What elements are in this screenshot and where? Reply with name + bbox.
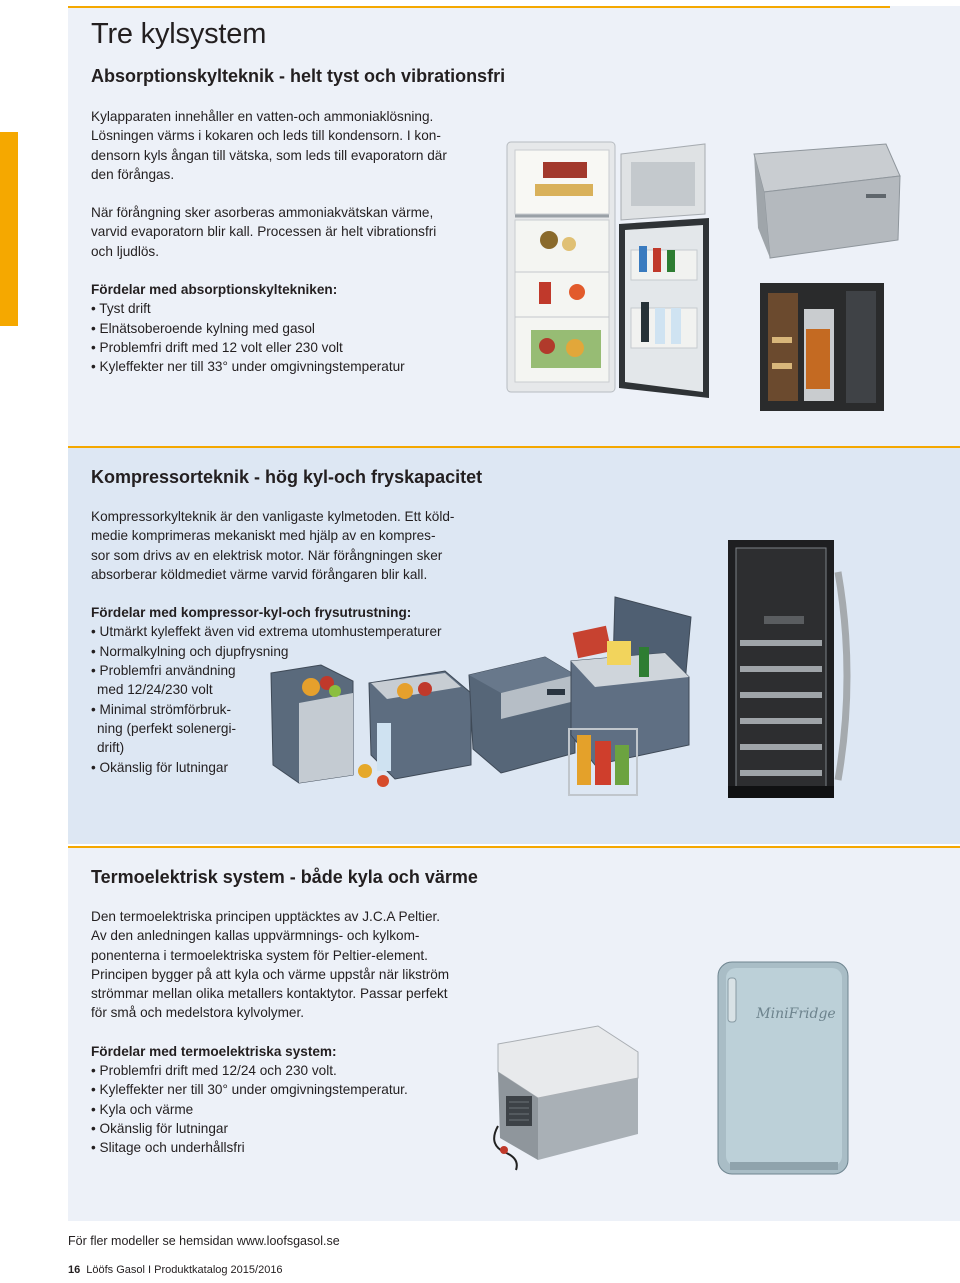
paragraph-line: När förångning sker asorberas ammoniakvätskan värme, [91,205,434,221]
absorption-heading: Absorptionskylteknik - helt tyst och vibrationsfri [91,66,506,86]
compressor-coolers-image [265,595,695,800]
accent-tab [0,132,18,326]
paragraph-line: ponenterna i termoelektriska system för Peltier-element. [91,947,428,963]
list-item: • Minimal strömförbruk- [91,700,491,719]
paragraph-line: den förångas. [91,166,175,182]
paragraph-line: för små och medelstora kylvolymer. [91,1005,305,1021]
absorption-text [91,107,491,377]
paragraph-line: Av den anledningen kallas uppvärmnings- och kylkom- [91,928,420,944]
paragraph-line: och ljudlös. [91,243,160,259]
list-item: • Tyst drift [91,299,491,318]
section-rule [68,6,890,8]
list-item-continued: med 12/24/230 volt [97,682,213,698]
list-item: • Kyleffekter ner till 30° under omgivningstemperatur. [91,1080,491,1099]
paragraph-line: medie komprimeras mekaniskt med hjälp av en kompres- [91,528,436,544]
list-item: • Okänslig för lutningar [91,1119,491,1138]
list-item-continued: drift) [97,740,125,756]
section-rule [68,846,960,848]
mini-fridge-image [712,952,862,1178]
publication-name: Lööfs Gasol I Produktkatalog 2015/2016 [86,1264,283,1276]
benefits-list [91,299,491,376]
paragraph-line: absorberar köldmediet värme varvid förångaren blir kall. [91,566,428,582]
list-item: • Utmärkt kyleffekt även vid extrema utomhustemperaturer [91,622,491,641]
paragraph-line: strömmar mellan olika metallers kontaktytor. Passar perfekt [91,986,448,1002]
paragraph-line: Den termoelektriska principen upptäcktes av J.C.A Peltier. [91,909,441,924]
absorption-coolbox-image [746,136,906,266]
list-item: • Problemfri användning [91,661,491,680]
list-item: • Okänslig för lutningar [91,758,491,777]
list-item: • Problemfri drift med 12/24 och 230 volt. [91,1061,491,1080]
wine-cooler-image [724,536,864,802]
page-number: 16 [68,1264,81,1276]
list-item-continued: ning (perfekt solenergi- [97,720,237,736]
list-item: • Kyleffekter ner till 33° under omgivningstemperatur [91,357,491,376]
absorption-fridge-image [505,132,715,402]
list-item: • Slitage och underhållsfri [91,1138,491,1157]
list-item: • Elnätsoberoende kylning med gasol [91,319,491,338]
footer [68,1264,283,1276]
paragraph-line: varvid evaporatorn blir kall. Processen är helt vibrationsfri [91,224,437,240]
paragraph-line: sor som drivs av en elektrisk motor. När förångningen sker [91,547,443,563]
compressor-heading: Kompressorteknik - hög kyl-och fryskapacitet [91,467,483,487]
benefits-title: Fördelar med kompressor-kyl-och frysutrustning: [91,605,412,621]
section-rule [68,446,960,448]
mini-fridge-logo: MiniFridge [756,1006,836,1022]
thermoelectric-coolbox-image [490,1022,650,1174]
thermoelectric-text [91,907,491,1158]
paragraph-line: Lösningen värms i kokaren och leds till kondensorn. I kon- [91,128,441,144]
list-item: • Problemfri drift med 12 volt eller 230 volt [91,338,491,357]
paragraph-line: Kylapparaten innehåller en vatten-och ammoniaklösning. [91,109,434,124]
builtin-fridge-image [760,283,884,411]
paragraph-line: densorn kyls ångan till vätska, som leds till evaporatorn där [91,147,447,163]
page-title: Tre kylsystem [91,18,267,50]
list-item: • Normalkylning och djupfrysning [91,642,491,661]
list-item: • Kyla och värme [91,1100,491,1119]
paragraph-line: Principen bygger på att kyla och värme uppstår när likström [91,966,450,982]
benefits-title: Fördelar med termoelektriska system: [91,1043,337,1059]
footer-website-note: För fler modeller se hemsidan www.loofsgasol.se [68,1234,340,1248]
benefits-list [91,1061,491,1157]
benefits-title: Fördelar med absorptionskyltekniken: [91,282,338,298]
thermoelectric-heading: Termoelektrisk system - både kyla och värme [91,867,478,887]
paragraph-line: Kompressorkylteknik är den vanligaste kylmetoden. Ett köld- [91,509,455,524]
